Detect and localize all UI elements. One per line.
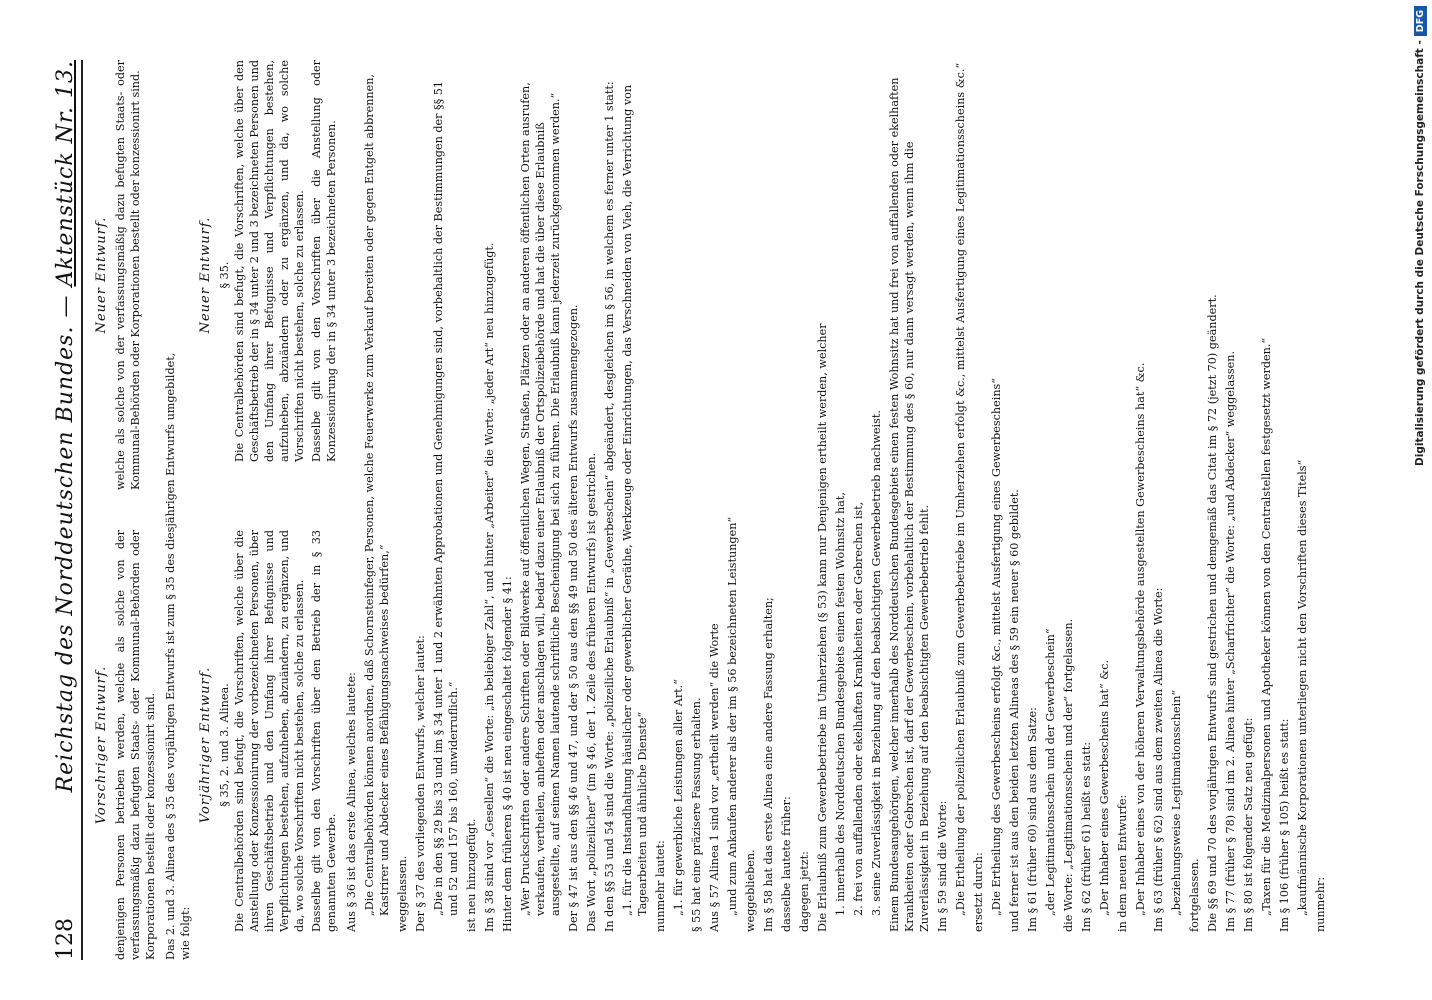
body-line: Im § 38 sind vor „Gesellen“ die Worte: „in beliebiger Zahl“, und hinter „Arbeiter“ die Worte: „jeder Art“ neu hinzugefügt. <box>483 242 496 932</box>
old-draft-column-1 <box>92 530 160 960</box>
dfg-credit <box>1408 0 1432 1000</box>
body-line: dagegen jetzt: <box>798 851 811 932</box>
body-line: weggelassen. <box>396 855 409 932</box>
paragraph-35-cont: wie folgt: <box>179 906 192 960</box>
page-number: 128 <box>53 918 78 960</box>
aktenstueck-label: Aktenstück Nr. 13. <box>53 60 78 287</box>
body-line: „Taxen für die Medizinalpersonen und Apotheker können von den Centralstellen festgesetzt werden.“ <box>1260 337 1273 916</box>
old-draft-text-1: denjenigen Personen betrieben werden, welche als solche von der verfassungsmäßig dazu befugten Staats- oder Kommunal-Behörden oder Korporationen bestellt oder konzessionirt sind. <box>114 530 157 960</box>
body-line: Im § 59 sind die Worte: <box>936 800 949 932</box>
comparison-block-1 <box>92 60 160 960</box>
body-line: „beziehungsweise Legitimationsschein“ <box>1170 689 1183 916</box>
body-line: nunmehr: <box>1314 876 1327 932</box>
body-line: nunmehr lautet: <box>654 840 667 932</box>
body-line: Im § 80 ist folgender Satz neu gefügt: <box>1242 717 1255 932</box>
paragraph-35-mid: vorjährigen Entwurfs ist zum § 35 des diesjährigen Entwurfs umgebildet, <box>164 352 177 770</box>
body-line: ist neu hinzugefügt. <box>465 818 478 932</box>
body-line: 1. innerhalb des Norddeutschen Bundesgebiets einen festen Wohnsitz hat, <box>834 492 847 916</box>
paragraph-35-intro <box>163 60 193 960</box>
body-line: fortgelassen. <box>1188 858 1201 932</box>
body-line: Die Erlaubniß zum Gewerbebetriebe im Umherziehen (§ 53) kann nur Denjenigen ertheilt werden, welcher <box>816 323 829 932</box>
new-draft-column-1 <box>92 60 160 490</box>
body-line: „1. für die Instandhaltung häuslicher oder gewerblicher Geräthe, Werkzeuge oder Einrichtungen, das Verschneiden von Vieh, die Verrichtung von Tagearbeiten und ähnliche Dienste“ <box>621 84 649 916</box>
new-draft-text-2a: Die Centralbehörden sind befugt, die Vorschriften, welche über den Geschäftsbetrieb der in § 34 unter 2 und 3 bezeichneten Personen und den Umfang ihrer Befugnisse und Verpflichtungen bestehen, aufzuheben, abzuändern oder zu ergänzen, und da, wo solche Vorschriften nicht bestehen, solche zu erlassen. <box>233 60 306 462</box>
body-line: Im § 58 hat das erste Alinea eine andere Fassung erhalten; <box>762 597 775 932</box>
body-line: „und zum Ankaufen anderer als der im § 56 bezeichneten Leistungen“ <box>726 516 739 916</box>
body-line: Der § 47 ist aus den §§ 46 und 47, und der § 50 aus den §§ 49 und 50 des älteren Entwurfs zusammengezogen. <box>567 304 580 932</box>
new-draft-heading-2: Neuer Entwurf. <box>198 216 213 334</box>
body-line: „Die in den §§ 29 bis 33 und im § 34 unter 1 und 2 erwähnten Approbationen und Genehmigungen sind, vorbehaltlich der Bestimmungen der §§ 51 und 52 und 157 bis 160, unwiderruflich.“ <box>432 80 460 916</box>
old-draft-paragraph-ref: § 35, 2. und 3. Alinea. <box>218 683 231 807</box>
body-line: „Die Ertheilung der polizeilichen Erlaubniß zum Gewerbebetriebe im Umherziehen erfolgt &c., mittelst Ausfertigung eines Legitimationsscheins &c.“ <box>954 62 967 916</box>
title-text: Reichstag des Norddeutschen Bundes. <box>53 325 78 793</box>
dfg-credit-text: Digitalisierung gefördert durch die Deutsche Forschungsgemeinschaft - <box>1414 40 1426 466</box>
body-line: Aus § 36 ist das erste Alinea, welches lautete: <box>345 672 358 932</box>
body-line: „kaufmännische Korporationen unterliegen nicht den Vorschriften dieses Titels“ <box>1296 459 1309 916</box>
body-line: ersetzt durch: <box>972 852 985 932</box>
old-draft-text-2b: Dasselbe gilt von den Vorschriften über den Betrieb der in § 33 genannten Gewerbe. <box>310 530 338 932</box>
body-line: Einem Bundesangehörigen, welcher innerhalb des Norddeutschen Bundesgebiets einen festen Wohnsitz hat und frei von auffallenden oder ekelhaften Krankheiten oder Gebrechen ist, darf der Gewerbeschein, vorbehaltlich der Bestimmung des § 60, nur dann versagt werden, wenn ihm die Zuverlässigkeit in Beziehung auf den beabsichtigten Gewerbebetrieb fehlt. <box>888 77 931 932</box>
body-line: Aus § 57 Alinea 1 sind vor „ertheilt werden“ die Worte <box>708 623 721 932</box>
old-draft-heading-1: Vorschriger Entwurf. <box>94 665 109 825</box>
body-line: Die §§ 69 und 70 des vorjährigen Entwurfs sind gestrichen und demgemäß das Citat im § 72 (jetzt 70) geändert. <box>1206 294 1219 932</box>
body-line: Das Wort „polizeilicher“ (im § 46, der 1. Zeile des früheren Entwurfs) ist gestrichen. <box>585 452 598 932</box>
title-dash: — <box>53 294 78 318</box>
body-line: „der Legitimationsschein und der Gewerbeschein“ <box>1044 628 1057 916</box>
body-line: „Wer Druckschriften oder andere Schriften oder Bildwerke auf öffentlichen Wegen, Straßen, Plätzen oder an anderen öffentlichen Orten ausrufen, verkaufen, vertheilen, anheften oder anschlagen will, bedarf dazu einer Erlaubniß der Ortspolizeibehörde und hat die über diese Erlaubniß ausgestellte, auf seinen Namen lautende schriftliche Bescheinigung bei sich zu führen. Die Erlaubniß kann jederzeit zurückgenommen werden.“ <box>519 82 562 916</box>
old-draft-heading-2: Vorjähriger Entwurf. <box>198 666 213 824</box>
body-line: „1. für gewerbliche Leistungen aller Art.“ <box>672 679 685 916</box>
new-draft-text-2b: Dasselbe gilt von den Vorschriften über die Anstellung oder Konzessionirung der in § 34 unter 3 bezeichneten Personen. <box>310 60 338 462</box>
old-draft-column-2 <box>196 530 341 960</box>
new-draft-text-1: welche als solche von der verfassungsmäßig dazu befugten Staats- oder Kommunal-Behörden oder Korporationen bestellt oder konzessionirt sind. <box>114 60 142 490</box>
body-line: dasselbe lautete früher: <box>780 796 793 932</box>
page-body <box>92 60 1332 960</box>
body-line: weggeblieben. <box>744 849 757 932</box>
body-text <box>344 60 1328 960</box>
body-line: Im § 106 (früher § 105) heißt es statt: <box>1278 718 1291 932</box>
body-line: in dem neuen Entwurfe: <box>1116 794 1129 932</box>
body-line: 2. frei von auffallenden oder ekelhaften Krankheiten oder Gebrechen ist, <box>852 501 865 916</box>
body-line: „Die Centralbehörden können anordnen, daß Schornsteinfeger, Personen, welche Feuerwerke zum Verkauf bereiten oder gegen Entgelt abbrennen, Kastrirer und Abdecker eines Befähigungsnachweises bedürfen,“ <box>363 74 391 916</box>
page-title <box>53 60 78 792</box>
body-line: Im § 77 (früher § 78) sind im 2. Alinea hinter „Scharfrichter“ die Worte: „und Abdecker“ weggelassen. <box>1224 350 1237 932</box>
body-line: 3. seine Zuverlässigkeit in Beziehung auf den beabsichtigten Gewerbebetrieb nachweist. <box>870 410 883 916</box>
body-line: Im § 61 (früher 60) sind aus dem Satze: <box>1026 707 1039 932</box>
new-draft-paragraph-ref: § 35. <box>218 261 231 289</box>
body-line: Im § 63 (früher § 62) sind aus dem zweiten Alinea die Worte: <box>1152 587 1165 932</box>
body-line: Im § 62 (früher 61) heißt es statt: <box>1080 742 1093 932</box>
body-line: „Der Inhaber eines von der höheren Verwaltungsbehörde ausgestellten Gewerbescheins hat“ &c. <box>1134 362 1147 916</box>
body-line: Hinter dem früheren § 40 ist neu eingeschaltet folgender § 41: <box>501 576 514 932</box>
body-line: § 55 hat eine präzisere Fassung erhalten. <box>690 697 703 932</box>
paragraph-35-lead: Das 2. und 3. Alinea des § 35 des <box>164 772 177 960</box>
body-line: „Der Inhaber eines Gewerbescheins hat“ &c. <box>1098 659 1111 916</box>
new-draft-heading-1: Neuer Entwurf. <box>94 216 109 334</box>
body-line: „Die Ertheilung des Gewerbescheins erfolgt &c., mittelst Ausfertigung eines Gewerbescheins“ <box>990 378 1003 916</box>
dfg-logo: DFG <box>1414 6 1427 36</box>
body-line: In den §§ 53 und 54 sind die Worte: „polizeiliche Erlaubniß“ in „Gewerbeschein“ abgeändert, desgleichen im § 56, in welchem es ferner unter 1 statt: <box>603 81 616 932</box>
comparison-block-2 <box>196 60 341 960</box>
new-draft-column-2 <box>196 60 341 490</box>
body-line: die Worte: „Legitimationsschein und der“ fortgelassen. <box>1062 618 1075 932</box>
old-draft-text-2a: Die Centralbehörden sind befugt, die Vorschriften, welche über die Anstellung oder Konzessionirung der vorbezeichneten Personen, über ihren Geschäftsbetrieb und den Umfang ihrer Befugnisse und Verpflichtungen bestehen, aufzuheben, abzuändern, zu ergänzen, und da, wo solche Vorschriften nicht bestehen, solche zu erlassen. <box>233 530 306 932</box>
body-line: und ferner ist aus den beiden letzten Alineas des § 59 ein neuer § 60 gebildet. <box>1008 489 1021 932</box>
page-header <box>38 60 83 960</box>
body-line: Der § 37 des vorliegenden Entwurfs, welcher lautet: <box>414 635 427 932</box>
